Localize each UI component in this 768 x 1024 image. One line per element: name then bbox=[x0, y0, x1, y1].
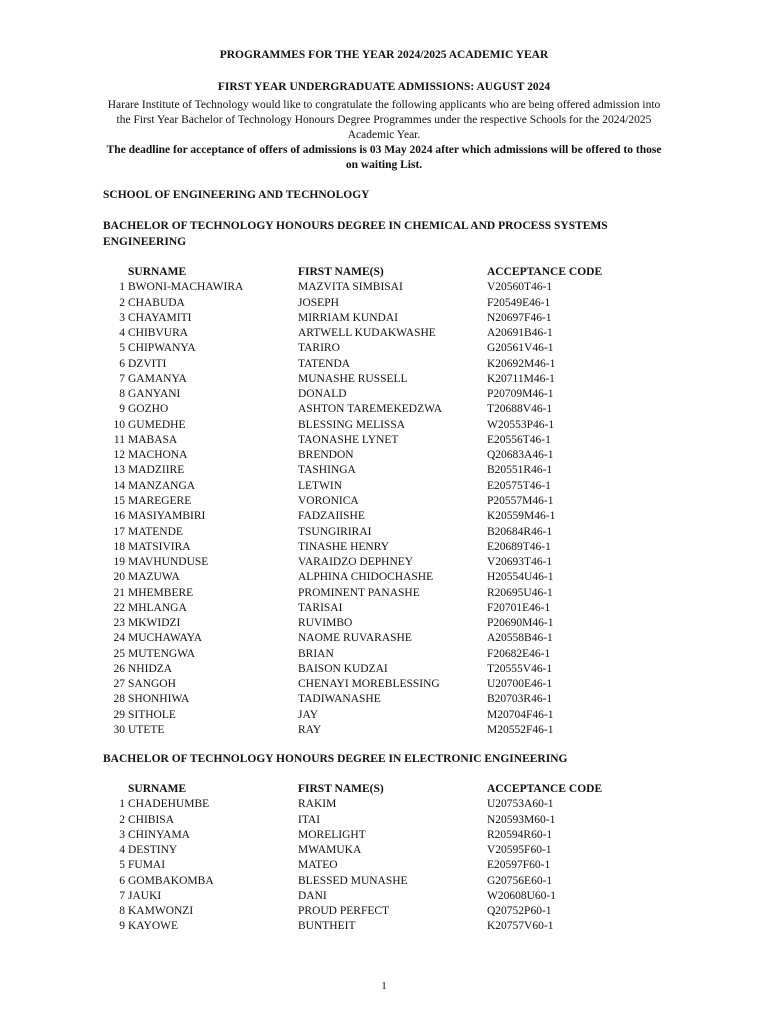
row-number: 30 bbox=[113, 723, 125, 736]
acceptance-code-cell: K20711M46-1 bbox=[487, 372, 555, 385]
acceptance-code-cell: K20559M46-1 bbox=[487, 510, 556, 523]
first-names-cell: RAY bbox=[298, 723, 322, 736]
acceptance-code-cell: R20695U46-1 bbox=[487, 586, 553, 599]
first-names-cell: RAKIM bbox=[298, 798, 337, 811]
table-row bbox=[0, 296, 768, 311]
acceptance-code-cell: T20555V46-1 bbox=[487, 662, 553, 675]
surname-cell: CHINYAMA bbox=[128, 828, 190, 841]
page-number: 1 bbox=[381, 980, 387, 992]
table-row bbox=[0, 402, 768, 417]
column-header-first-names: FIRST NAME(S) bbox=[298, 266, 384, 278]
surname-cell: BWONI-MACHAWIRA bbox=[128, 281, 244, 294]
table-row bbox=[0, 616, 768, 631]
acceptance-code-cell: V20693T46-1 bbox=[487, 556, 553, 569]
row-number: 9 bbox=[119, 403, 125, 416]
first-names-cell: ITAI bbox=[298, 813, 321, 826]
table-body bbox=[0, 280, 768, 738]
acceptance-code-cell: K20757V60-1 bbox=[487, 920, 554, 933]
surname-cell: GOZHO bbox=[128, 403, 169, 416]
acceptance-code-cell: N20593M60-1 bbox=[487, 813, 556, 826]
first-names-cell: NAOME RUVARASHE bbox=[298, 632, 412, 645]
surname-cell: MKWIDZI bbox=[128, 617, 181, 630]
table-header-row bbox=[0, 782, 768, 797]
acceptance-code-cell: P20709M46-1 bbox=[487, 388, 554, 401]
programme-heading-chemical: BACHELOR OF TECHNOLOGY HONOURS DEGREE IN CHEMICAL AND PROCESS SYSTEMS ENGINEERING bbox=[103, 220, 608, 248]
first-names-cell: BAISON KUDZAI bbox=[298, 662, 388, 675]
acceptance-code-cell: K20692M46-1 bbox=[487, 357, 556, 370]
first-names-cell: DANI bbox=[298, 889, 327, 902]
surname-cell: GOMBAKOMBA bbox=[128, 874, 214, 887]
acceptance-code-cell: F20682E46-1 bbox=[487, 647, 551, 660]
table-row bbox=[0, 311, 768, 326]
row-number: 11 bbox=[113, 433, 125, 446]
table-row bbox=[0, 919, 768, 934]
row-number: 22 bbox=[113, 601, 125, 614]
surname-cell: FUMAI bbox=[128, 859, 166, 872]
table-row bbox=[0, 433, 768, 448]
first-names-cell: MUNASHE RUSSELL bbox=[298, 372, 408, 385]
surname-cell: DZVITI bbox=[128, 357, 167, 370]
row-number: 24 bbox=[113, 632, 125, 645]
first-names-cell: VARAIDZO DEPHNEY bbox=[298, 556, 414, 569]
document-title: PROGRAMMES FOR THE YEAR 2024/2025 ACADEMIC YEAR bbox=[219, 49, 549, 61]
surname-cell: MUTENGWA bbox=[128, 647, 196, 660]
deadline-notice: The deadline for acceptance of offers of admissions is 03 May 2024 after which admissions will be offered to those on waiting List. bbox=[106, 144, 662, 171]
row-number: 1 bbox=[119, 281, 125, 294]
surname-cell: CHIPWANYA bbox=[128, 342, 196, 355]
admissions-table-chemical bbox=[0, 265, 768, 738]
acceptance-code-cell: B20703R46-1 bbox=[487, 693, 553, 706]
surname-cell: MATSIVIRA bbox=[128, 540, 191, 553]
table-row bbox=[0, 372, 768, 387]
row-number: 23 bbox=[113, 617, 125, 630]
row-number: 15 bbox=[113, 494, 125, 507]
acceptance-code-cell: Q20752P60-1 bbox=[487, 905, 552, 918]
first-names-cell: LETWIN bbox=[298, 479, 343, 492]
acceptance-code-cell: H20554U46-1 bbox=[487, 571, 554, 584]
row-number: 9 bbox=[119, 920, 125, 933]
table-row bbox=[0, 858, 768, 873]
first-names-cell: RUVIMBO bbox=[298, 617, 353, 630]
row-number: 2 bbox=[119, 296, 125, 309]
acceptance-code-cell: V20595F60-1 bbox=[487, 844, 552, 857]
first-names-cell: JAY bbox=[298, 708, 319, 721]
acceptance-code-cell: E20689T46-1 bbox=[487, 540, 551, 553]
first-names-cell: TSUNGIRIRAI bbox=[298, 525, 372, 538]
surname-cell: JAUKI bbox=[128, 889, 162, 902]
row-number: 5 bbox=[119, 859, 125, 872]
first-names-cell: PROMINENT PANASHE bbox=[298, 586, 420, 599]
row-number: 29 bbox=[113, 708, 125, 721]
table-row bbox=[0, 341, 768, 356]
acceptance-code-cell: T20688V46-1 bbox=[487, 403, 553, 416]
surname-cell: CHAYAMITI bbox=[128, 311, 192, 324]
first-names-cell: MWAMUKA bbox=[298, 844, 362, 857]
surname-cell: GUMEDHE bbox=[128, 418, 186, 431]
first-names-cell: BUNTHEIT bbox=[298, 920, 356, 933]
acceptance-code-cell: G20561V46-1 bbox=[487, 342, 554, 355]
acceptance-code-cell: A20691B46-1 bbox=[487, 327, 553, 340]
table-row bbox=[0, 708, 768, 723]
table-row bbox=[0, 418, 768, 433]
acceptance-code-cell: B20684R46-1 bbox=[487, 525, 553, 538]
surname-cell: MAZUWA bbox=[128, 571, 180, 584]
first-names-cell: MORELIGHT bbox=[298, 828, 366, 841]
first-names-cell: TARIRO bbox=[298, 342, 340, 355]
first-names-cell: ASHTON TAREMEKEDZWA bbox=[298, 403, 442, 416]
first-names-cell: DONALD bbox=[298, 388, 347, 401]
first-names-cell: BRIAN bbox=[298, 647, 334, 660]
programme-heading-electronic: BACHELOR OF TECHNOLOGY HONOURS DEGREE IN ELECTRONIC ENGINEERING bbox=[103, 753, 568, 765]
row-number: 28 bbox=[113, 693, 125, 706]
first-names-cell: MIRRIAM KUNDAI bbox=[298, 311, 398, 324]
first-names-cell: TINASHE HENRY bbox=[298, 540, 390, 553]
table-row bbox=[0, 677, 768, 692]
first-names-cell: ARTWELL KUDAKWASHE bbox=[298, 327, 436, 340]
first-names-cell: MAZVITA SIMBISAI bbox=[298, 281, 403, 294]
table-row bbox=[0, 280, 768, 295]
row-number: 19 bbox=[113, 556, 125, 569]
surname-cell: MASIYAMBIRI bbox=[128, 510, 206, 523]
row-number: 4 bbox=[119, 844, 125, 857]
surname-cell: NHIDZA bbox=[128, 662, 173, 675]
surname-cell: SITHOLE bbox=[128, 708, 176, 721]
table-row bbox=[0, 843, 768, 858]
acceptance-code-cell: G20756E60-1 bbox=[487, 874, 553, 887]
surname-cell: CHIBISA bbox=[128, 813, 175, 826]
acceptance-code-cell: B20551R46-1 bbox=[487, 464, 553, 477]
first-names-cell: JOSEPH bbox=[298, 296, 339, 309]
row-number: 26 bbox=[113, 662, 125, 675]
school-heading: SCHOOL OF ENGINEERING AND TECHNOLOGY bbox=[103, 189, 370, 201]
row-number: 10 bbox=[113, 418, 125, 431]
surname-cell: SHONHIWA bbox=[128, 693, 190, 706]
acceptance-code-cell: W20608U60-1 bbox=[487, 889, 556, 902]
first-names-cell: FADZAIISHE bbox=[298, 510, 365, 523]
surname-cell: MHEMBERE bbox=[128, 586, 194, 599]
row-number: 6 bbox=[119, 357, 125, 370]
document-subtitle: FIRST YEAR UNDERGRADUATE ADMISSIONS: AUGUST 2024 bbox=[217, 81, 551, 93]
surname-cell: MUCHAWAYA bbox=[128, 632, 203, 645]
row-number: 20 bbox=[113, 571, 125, 584]
surname-cell: MABASA bbox=[128, 433, 178, 446]
row-number: 2 bbox=[119, 813, 125, 826]
first-names-cell: MATEO bbox=[298, 859, 338, 872]
first-names-cell: TATENDA bbox=[298, 357, 351, 370]
table-row bbox=[0, 357, 768, 372]
row-number: 13 bbox=[113, 464, 125, 477]
first-names-cell: BLESSING MELISSA bbox=[298, 418, 406, 431]
table-row bbox=[0, 662, 768, 677]
acceptance-code-cell: U20700E46-1 bbox=[487, 678, 553, 691]
row-number: 7 bbox=[119, 372, 125, 385]
table-header-row bbox=[0, 265, 768, 280]
admissions-table-electronic bbox=[0, 782, 768, 935]
table-row bbox=[0, 525, 768, 540]
surname-cell: GANYANI bbox=[128, 388, 181, 401]
column-header-acceptance-code: ACCEPTANCE CODE bbox=[487, 783, 603, 795]
first-names-cell: BRENDON bbox=[298, 449, 354, 462]
row-number: 8 bbox=[119, 388, 125, 401]
first-names-cell: VORONICA bbox=[298, 494, 359, 507]
column-header-surname: SURNAME bbox=[128, 266, 187, 278]
table-row bbox=[0, 555, 768, 570]
table-row bbox=[0, 509, 768, 524]
table-row bbox=[0, 387, 768, 402]
first-names-cell: ALPHINA CHIDOCHASHE bbox=[298, 571, 434, 584]
table-row bbox=[0, 647, 768, 662]
table-row bbox=[0, 570, 768, 585]
row-number: 14 bbox=[113, 479, 125, 492]
table-row bbox=[0, 494, 768, 509]
first-names-cell: TASHINGA bbox=[298, 464, 356, 477]
acceptance-code-cell: A20558B46-1 bbox=[487, 632, 553, 645]
row-number: 3 bbox=[119, 828, 125, 841]
acceptance-code-cell: Q20683A46-1 bbox=[487, 449, 554, 462]
table-row bbox=[0, 463, 768, 478]
acceptance-code-cell: M20552F46-1 bbox=[487, 723, 554, 736]
table-body bbox=[0, 797, 768, 934]
surname-cell: CHADEHUMBE bbox=[128, 798, 210, 811]
first-names-cell: TADIWANASHE bbox=[298, 693, 381, 706]
table-row bbox=[0, 631, 768, 646]
row-number: 8 bbox=[119, 905, 125, 918]
acceptance-code-cell: U20753A60-1 bbox=[487, 798, 554, 811]
surname-cell: MACHONA bbox=[128, 449, 188, 462]
table-row bbox=[0, 601, 768, 616]
row-number: 25 bbox=[113, 647, 125, 660]
row-number: 21 bbox=[113, 586, 125, 599]
surname-cell: MADZIIRE bbox=[128, 464, 185, 477]
row-number: 16 bbox=[113, 510, 125, 523]
table-row bbox=[0, 828, 768, 843]
row-number: 7 bbox=[119, 889, 125, 902]
table-row bbox=[0, 723, 768, 738]
acceptance-code-cell: E20575T46-1 bbox=[487, 479, 551, 492]
surname-cell: UTETE bbox=[128, 723, 165, 736]
acceptance-code-cell: W20553P46-1 bbox=[487, 418, 555, 431]
row-number: 6 bbox=[119, 874, 125, 887]
column-header-first-names: FIRST NAME(S) bbox=[298, 783, 384, 795]
acceptance-code-cell: E20556T46-1 bbox=[487, 433, 551, 446]
column-header-surname: SURNAME bbox=[128, 783, 187, 795]
row-number: 12 bbox=[113, 449, 125, 462]
first-names-cell: BLESSED MUNASHE bbox=[298, 874, 408, 887]
first-names-cell: TAONASHE LYNET bbox=[298, 433, 399, 446]
table-row bbox=[0, 540, 768, 555]
table-row bbox=[0, 479, 768, 494]
acceptance-code-cell: F20701E46-1 bbox=[487, 601, 551, 614]
acceptance-code-cell: F20549E46-1 bbox=[487, 296, 551, 309]
surname-cell: MAVHUNDUSE bbox=[128, 556, 209, 569]
intro-paragraph: Harare Institute of Technology would like to congratulate the following applicants who are being offered admission into the First Year Bachelor of Technology Honours Degree Programmes under the respective Schools for the 2024/2025 Academic Year. bbox=[107, 99, 661, 141]
table-row bbox=[0, 326, 768, 341]
row-number: 5 bbox=[119, 342, 125, 355]
table-row bbox=[0, 448, 768, 463]
acceptance-code-cell: P20557M46-1 bbox=[487, 494, 554, 507]
table-row bbox=[0, 813, 768, 828]
acceptance-code-cell: V20560T46-1 bbox=[487, 281, 553, 294]
first-names-cell: TARISAI bbox=[298, 601, 343, 614]
surname-cell: GAMANYA bbox=[128, 372, 187, 385]
surname-cell: SANGOH bbox=[128, 678, 176, 691]
surname-cell: CHABUDA bbox=[128, 296, 185, 309]
row-number: 1 bbox=[119, 798, 125, 811]
acceptance-code-cell: N20697F46-1 bbox=[487, 311, 552, 324]
surname-cell: KAMWONZI bbox=[128, 905, 194, 918]
surname-cell: MAREGERE bbox=[128, 494, 192, 507]
row-number: 3 bbox=[119, 311, 125, 324]
row-number: 27 bbox=[113, 678, 125, 691]
first-names-cell: CHENAYI MOREBLESSING bbox=[298, 678, 440, 691]
row-number: 17 bbox=[113, 525, 125, 538]
table-row bbox=[0, 889, 768, 904]
table-row bbox=[0, 797, 768, 812]
surname-cell: KAYOWE bbox=[128, 920, 179, 933]
surname-cell: MHLANGA bbox=[128, 601, 187, 614]
acceptance-code-cell: R20594R60-1 bbox=[487, 828, 553, 841]
row-number: 18 bbox=[113, 540, 125, 553]
acceptance-code-cell: E20597F60-1 bbox=[487, 859, 551, 872]
column-header-acceptance-code: ACCEPTANCE CODE bbox=[487, 266, 603, 278]
table-row bbox=[0, 904, 768, 919]
first-names-cell: PROUD PERFECT bbox=[298, 905, 390, 918]
surname-cell: DESTINY bbox=[128, 844, 178, 857]
acceptance-code-cell: P20690M46-1 bbox=[487, 617, 554, 630]
surname-cell: MANZANGA bbox=[128, 479, 196, 492]
surname-cell: CHIBVURA bbox=[128, 327, 189, 340]
table-row bbox=[0, 692, 768, 707]
table-row bbox=[0, 874, 768, 889]
surname-cell: MATENDE bbox=[128, 525, 183, 538]
row-number: 4 bbox=[119, 327, 125, 340]
acceptance-code-cell: M20704F46-1 bbox=[487, 708, 554, 721]
table-row bbox=[0, 586, 768, 601]
